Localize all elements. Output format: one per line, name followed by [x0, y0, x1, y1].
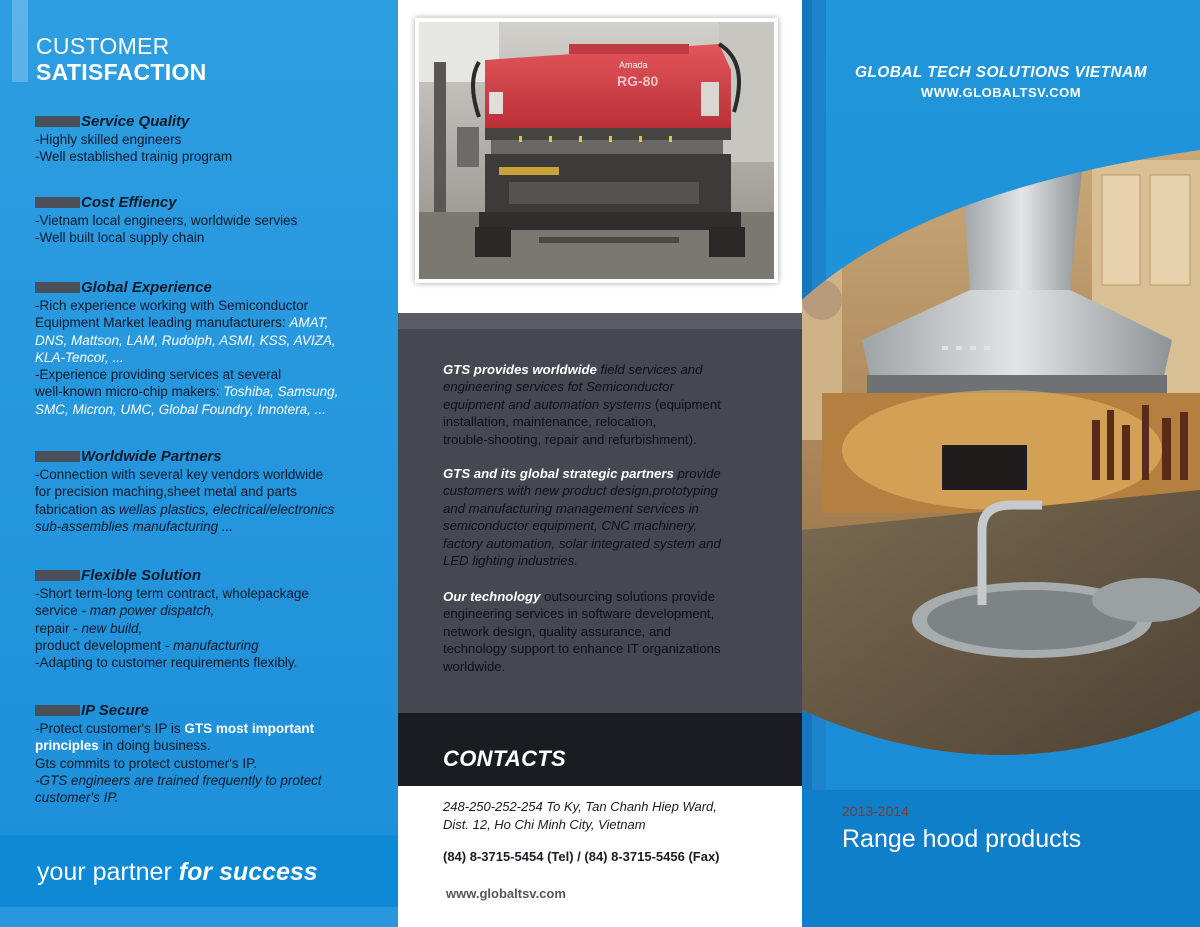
section-ip-secure	[35, 701, 380, 806]
machine-brand-label: Amada	[619, 60, 648, 70]
decorative-stripe	[12, 0, 28, 82]
company-header	[802, 64, 1200, 100]
section-line-highlight: KLA-Tencor, ...	[35, 349, 124, 365]
machine-model-label: RG-80	[617, 73, 659, 89]
section-line: -Well built local supply chain	[35, 230, 205, 246]
section-line: -Rich experience working with Semiconductor	[35, 298, 309, 313]
address-line: 248-250-252-254 To Ky, Tan Chanh Hiep Ward,	[443, 799, 717, 814]
section-line	[35, 720, 380, 737]
partners-paragraph	[443, 465, 758, 569]
text-run: -Protect customer's IP is	[35, 721, 185, 736]
press-brake-photo	[419, 22, 774, 279]
address-line: Dist. 12, Ho Chi Minh City, Vietnam	[443, 816, 646, 832]
text-run: service	[35, 603, 78, 619]
para-text: factory automation, solar integrated system and	[443, 535, 721, 551]
para-text: and manufacturing management services in	[443, 500, 699, 516]
section-line-italic: customer's IP.	[35, 790, 119, 806]
section-line-highlight: DNS, Mattson, LAM, Rudolph, ASMI, KSS, AVIZA,	[35, 332, 336, 348]
bullet-bar-icon	[35, 282, 80, 293]
section-line: -Highly skilled engineers	[35, 132, 182, 147]
para-text: outsourcing solutions provide	[540, 589, 715, 604]
press-brake-illustration	[419, 22, 774, 279]
para-text: LED lighting industries.	[443, 553, 578, 569]
section-line-italic: -GTS engineers are trained frequently to protect	[35, 772, 322, 788]
para-text: installation, maintenance, relocation,	[443, 414, 657, 430]
text-run: in doing business.	[98, 738, 211, 754]
section-line-italic: sub-assemblies manufacturing ...	[35, 518, 234, 534]
para-text: field services and	[596, 362, 703, 377]
bullet-bar-icon	[35, 705, 80, 716]
right-panel	[802, 0, 1200, 927]
para-text: network design, quality assurance, and	[443, 623, 671, 639]
section-heading: Global Experience	[81, 278, 212, 296]
section-heading: Cost Effiency	[81, 193, 177, 211]
section-global-experience	[35, 278, 380, 418]
text-run: repair	[35, 620, 70, 636]
bullet-bar-icon	[35, 451, 80, 462]
panel-title	[36, 33, 207, 85]
section-flexible-solution	[35, 566, 380, 671]
services-paragraph	[443, 361, 758, 448]
services-box-strip	[398, 313, 802, 329]
para-lead: GTS provides worldwide	[443, 362, 597, 377]
text-run-italic: - manufacturing	[161, 637, 259, 653]
slogan-emphasis: for success	[178, 858, 318, 886]
section-heading: Flexible Solution	[81, 566, 202, 584]
section-line	[35, 501, 380, 518]
para-text: provide	[673, 466, 721, 481]
section-line-highlight: SMC, Micron, UMC, Global Foundry, Innotera, ...	[35, 401, 326, 417]
section-line: -Short term-long term contract, wholepackage	[35, 586, 309, 601]
technology-paragraph	[443, 588, 758, 675]
slogan-band-lower	[0, 907, 398, 927]
website-link[interactable]: www.globaltsv.com	[446, 886, 566, 901]
section-heading: Service Quality	[81, 112, 190, 130]
para-text: trouble-shooting, repair and refurbishment).	[443, 431, 697, 447]
text-run: well-known micro-chip makers:	[35, 384, 224, 400]
text-run-highlight: AMAT,	[289, 315, 329, 331]
section-line	[35, 602, 380, 619]
title-line-1: CUSTOMER	[36, 33, 170, 59]
section-line	[35, 620, 380, 637]
text-run-italic: - new build,	[69, 620, 143, 636]
slogan	[37, 857, 318, 887]
section-line	[35, 383, 380, 400]
section-line	[35, 314, 380, 331]
address	[443, 798, 717, 833]
section-heading: Worldwide Partners	[81, 447, 222, 465]
section-line: -Adapting to customer requirements flexibly.	[35, 655, 298, 671]
bullet-bar-icon	[35, 116, 80, 127]
section-worldwide-partners	[35, 447, 380, 535]
para-text: (equipment	[651, 396, 721, 412]
product-years: 2013-2014	[842, 803, 909, 819]
section-line: -Vietnam local engineers, worldwide servies	[35, 213, 298, 228]
company-name: GLOBAL TECH SOLUTIONS VIETNAM	[854, 64, 1148, 81]
text-run-bold: GTS most important	[184, 721, 315, 736]
section-line: -Well established trainig program	[35, 149, 233, 165]
para-text: customers with new product design,prototyping	[443, 483, 718, 499]
para-text: worldwide.	[443, 658, 506, 674]
text-run: Equipment Market leading manufacturers:	[35, 315, 290, 331]
para-text: technology support to enhance IT organizations	[443, 641, 721, 657]
para-lead: Our technology	[443, 589, 541, 604]
section-line: Gts commits to protect customer's IP.	[35, 755, 258, 771]
section-service-quality	[35, 112, 380, 166]
para-text: engineering services fot Semiconductor	[443, 379, 674, 395]
text-run-highlight: Toshiba, Samsung,	[223, 384, 339, 400]
section-line: for precision maching,sheet metal and parts	[35, 484, 297, 500]
product-title: Range hood products	[842, 825, 1082, 853]
text-run: product development	[35, 637, 162, 653]
company-url[interactable]: WWW.GLOBALTSV.COM	[920, 85, 1082, 100]
text-run-italic: - man power dispatch,	[77, 603, 215, 619]
text-run-italic: wellas plastics, electrical/electronics	[119, 501, 335, 517]
contacts-title: CONTACTS	[443, 746, 566, 771]
bullet-bar-icon	[35, 570, 80, 581]
kitchen-photo	[802, 150, 1200, 763]
machine-photo-frame	[415, 18, 778, 283]
para-lead: GTS and its global strategic partners	[443, 466, 674, 481]
text-run: fabrication as	[35, 501, 120, 517]
section-line	[35, 637, 380, 654]
slogan-text: your partner	[37, 858, 179, 886]
phone-fax: (84) 8-3715-5454 (Tel) / (84) 8-3715-5456 (Fax)	[443, 849, 720, 864]
para-text: engineering services in software development,	[443, 606, 715, 622]
section-line: -Connection with several key vendors worldwide	[35, 467, 324, 482]
section-line	[35, 737, 380, 754]
text-run-bold: principles	[35, 738, 99, 754]
para-text: equipment and automation systems	[443, 396, 652, 412]
section-cost-effiency	[35, 193, 380, 247]
middle-panel	[398, 0, 802, 927]
bullet-bar-icon	[35, 197, 80, 208]
title-line-2: SATISFACTION	[36, 59, 207, 85]
section-line: -Experience providing services at several	[35, 367, 282, 383]
left-panel	[0, 0, 398, 927]
section-heading: IP Secure	[81, 701, 149, 719]
range-hood-illustration	[802, 150, 1200, 763]
para-text: semiconductor equipment, CNC machinery,	[443, 518, 698, 534]
